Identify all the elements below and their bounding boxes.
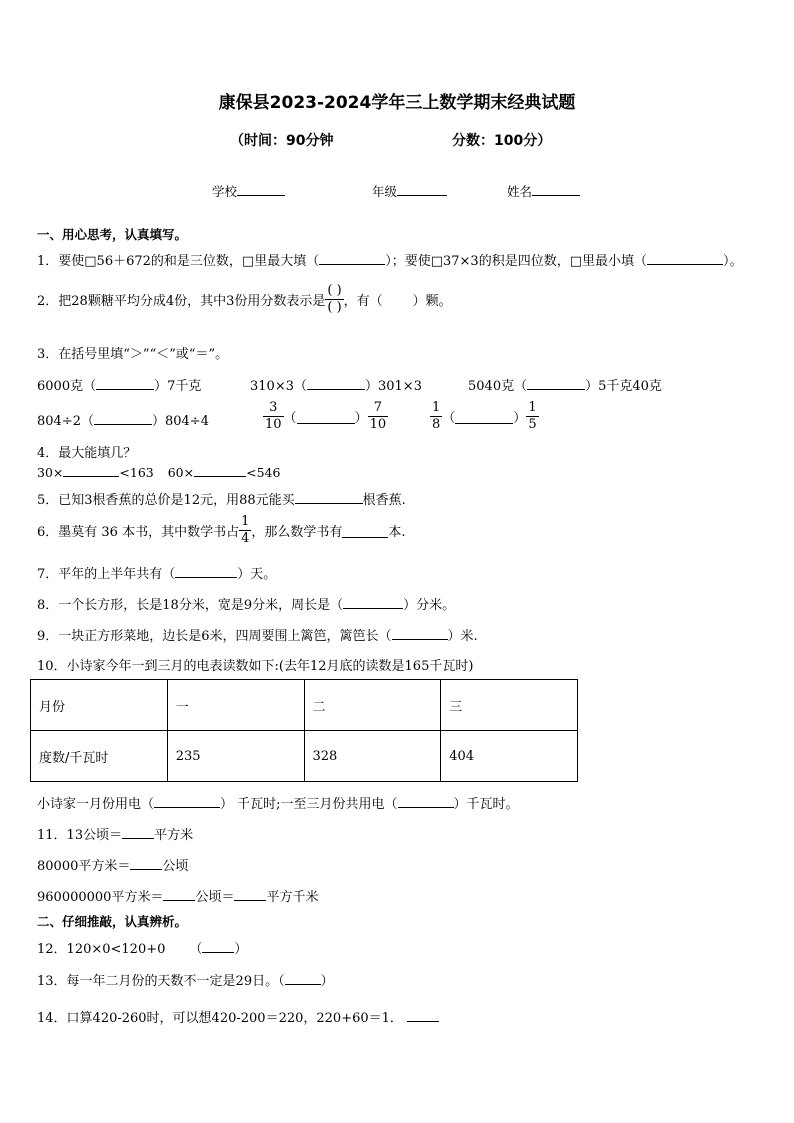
question-12: 12．120×0<120+0 （ ） xyxy=(37,938,247,957)
question-4: 4．最大能填几？ xyxy=(37,446,137,461)
q3-item-2: 310×3（ ）301×3 xyxy=(250,375,422,394)
school-field: 学校 xyxy=(212,182,285,200)
question-11a: 11．13公顷＝ 平方米 xyxy=(37,824,193,843)
q10-answer: 小诗家一月份用电（ ） 千瓦时;一至三月份共用电（ ）千瓦时。 xyxy=(37,793,519,812)
score-label: 分数：100分） xyxy=(452,133,552,149)
question-2: 2．把28颗糖平均分成4份，其中3份用分数表示是 $\frac{( )}{( )}$ ，有（ ）颗。 xyxy=(37,283,452,315)
question-1: 1．要使□56＋672的和是三位数，□里最大填（ ）；要使□37×3的积是四位数，□里最小填（ ）。 xyxy=(37,250,743,269)
question-11b: 80000平方米＝ 公顷 xyxy=(37,855,188,874)
question-5: 5．已知3根香蕉的总价是12元，用88元能买 根香蕉. xyxy=(37,489,406,508)
table-row: 月份 一 二 三 xyxy=(31,680,578,731)
question-10: 10．小诗家今年一到三月的电表读数如下:(去年12月底的读数是165千瓦时) xyxy=(37,659,474,674)
q2-fraction: $\frac{( )}{( )}$ xyxy=(327,283,342,315)
q4-items: 30× <163 60× <546 xyxy=(37,465,281,480)
question-14: 14．口算420-260时，可以想420-200＝220，220+60＝1． xyxy=(37,1007,439,1026)
question-8: 8．一个长方形，长是18分米，宽是9分米，周长是（ ）分米。 xyxy=(37,594,455,613)
q3-item-1: 6000克（ ）7千克 xyxy=(37,375,201,394)
q3-item-4: 804÷2（ ）804÷4 xyxy=(37,410,209,429)
name-field: 姓名 xyxy=(507,182,580,200)
question-11c: 960000000平方米＝ 公顷＝ 平方千米 xyxy=(37,886,318,905)
section-1-heading: 一、用心思考，认真填写。 xyxy=(37,227,188,242)
question-3: 3．在括号里填“＞”“＜”或“＝”。 xyxy=(37,347,229,362)
question-6: 6．墨莫有 36 本书，其中数学书占 $\frac{1}{4}$ ，那么数学书有 本. xyxy=(37,514,406,546)
q3-item-6: $\frac{1}{8}$ （ ） $\frac{1}{5}$ xyxy=(432,400,537,432)
electricity-table xyxy=(30,679,578,782)
time-label: （时间：90分钟 xyxy=(230,133,334,149)
question-13: 13．每一年二月份的天数不一定是29日。（ ） xyxy=(37,970,334,989)
q3-item-3: 5040克（ ）5千克40克 xyxy=(468,375,662,394)
question-7: 7．平年的上半年共有（ ）天。 xyxy=(37,563,276,582)
table-row: 度数/千瓦时 235 328 404 xyxy=(31,731,578,782)
grade-field: 年级 xyxy=(372,182,447,200)
page-title: 康保县2023-2024学年三上数学期末经典试题 xyxy=(218,93,576,113)
question-9: 9．一块正方形菜地，边长是6米，四周要围上篱笆，篱笆长（ ）米. xyxy=(37,625,478,644)
q3-item-5: $\frac{3}{10}$ （ ） $\frac{7}{10}$ xyxy=(265,400,387,432)
section-2-heading: 二、仔细推敲，认真辨析。 xyxy=(37,914,188,929)
